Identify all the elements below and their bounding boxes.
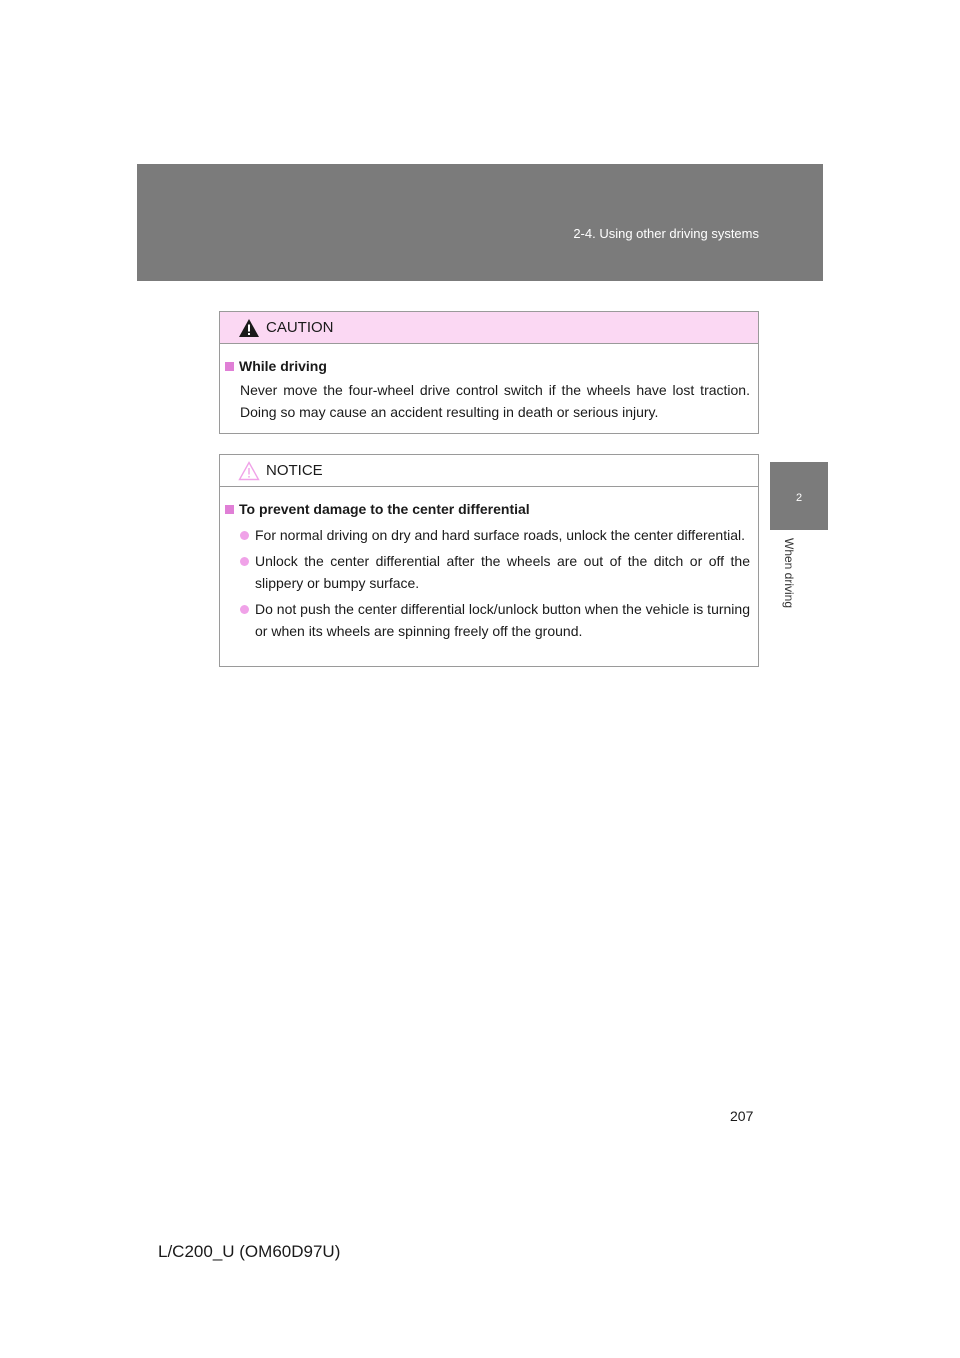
square-bullet-icon [225,362,234,371]
warning-triangle-outline-icon [238,461,260,481]
chapter-label: When driving [782,538,796,609]
chapter-number: 2 [795,492,803,504]
section-title: 2-4. Using other driving systems [573,226,759,241]
notice-header [220,455,758,487]
caution-item-title [225,355,750,377]
notice-item-title [225,498,750,520]
notice-body [220,487,758,642]
caution-title: CAUTION [266,319,334,336]
notice-item-title-text: To prevent damage to the center differential [239,501,530,517]
chapter-tab [770,462,828,530]
warning-triangle-filled-icon [238,318,260,338]
square-bullet-icon [225,505,234,514]
notice-bullet-text: Unlock the center differential after the wheels are out of the ditch or off the slippery or bumpy surface. [255,553,750,591]
notice-bullet-2 [225,550,750,594]
circle-bullet-icon [240,557,249,566]
notice-bullet-1 [225,524,750,546]
notice-box [219,454,759,667]
caution-box [219,311,759,434]
caution-item-title-text: While driving [239,358,327,374]
header-band [137,164,823,281]
notice-bullet-3 [225,598,750,642]
footer-code: L/C200_U (OM60D97U) [158,1242,341,1261]
page-number: 207 [730,1108,754,1124]
circle-bullet-icon [240,605,249,614]
notice-bullet-text: Do not push the center differential lock/unlock button when the vehicle is turning or when its wheels are spinning freely off the ground. [255,601,750,639]
notice-title: NOTICE [266,462,323,479]
caution-text: Never move the four-wheel drive control switch if the wheels have lost traction. Doing so may cause an accident resulting in death or serious injury. [240,382,750,420]
circle-bullet-icon [240,531,249,540]
caution-header [220,312,758,344]
caution-body [220,344,758,423]
notice-bullet-text: For normal driving on dry and hard surface roads, unlock the center differential. [255,527,745,543]
